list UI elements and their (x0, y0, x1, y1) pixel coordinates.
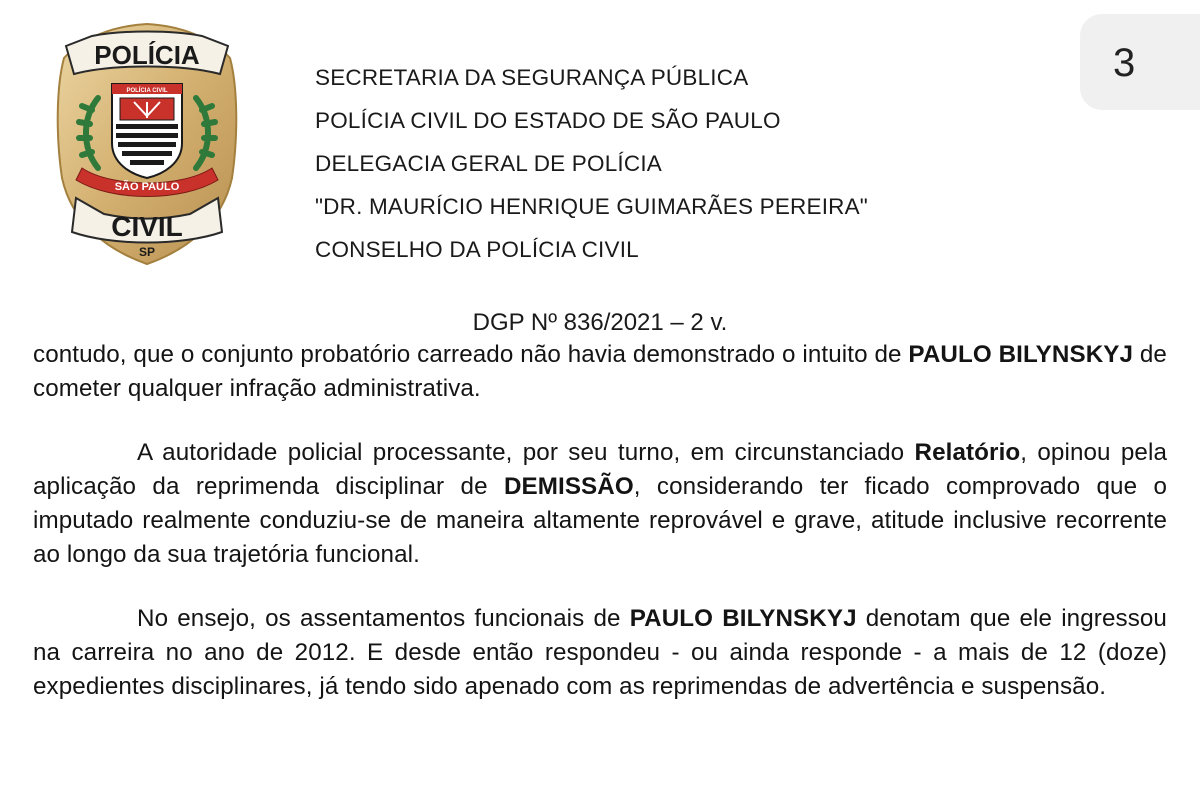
p2-text-a: A autoridade policial processante, por seu turno, em circunstanciado (137, 439, 915, 466)
badge-top-text: POLÍCIA (94, 40, 200, 70)
p2-demissao-bold: DEMISSÃO (503, 473, 634, 500)
header-line-policia-civil: POLÍCIA CIVIL DO ESTADO DE SÃO PAULO (315, 108, 781, 133)
paragraph-1 (33, 338, 1167, 406)
p2-text-c: , opinou pela aplicação da reprimenda disciplinar de (33, 439, 1168, 500)
badge-bottom-text: CIVIL (111, 211, 183, 242)
header-line-delegacia: DELEGACIA GERAL DE POLÍCIA (315, 151, 662, 176)
header-line-conselho: CONSELHO DA POLÍCIA CIVIL (315, 237, 639, 262)
p3-text-a: No ensejo, os assentamentos funcionais de (137, 605, 630, 632)
paragraph-2 (33, 436, 1167, 572)
page-number-tab (1080, 14, 1200, 110)
p2-text-e: , considerando ter ficado comprovado que o imputado realmente conduziu-se de maneira altamente reprovável e grave, atitude inclusive recorrente ao longo da sua trajetória funcional. (33, 473, 1168, 568)
header-line-dr-mauricio: "DR. MAURÍCIO HENRIQUE GUIMARÃES PEREIRA" (315, 194, 868, 219)
p3-name-bold: PAULO BILYNSKYJ (629, 605, 857, 632)
institution-header (315, 56, 1015, 271)
p1-name-bold: PAULO BILYNSKYJ (908, 341, 1134, 368)
p2-relatorio-bold: Relatório (914, 439, 1021, 466)
p1-text-a: contudo, que o conjunto probatório carreado não havia demonstrado o intuito de (33, 341, 909, 368)
p3-text-c: denotam que ele ingressou na carreira no ano de 2012. E desde então respondeu - ou ainda responde - a mais de 12 (doze) expedientes disciplinares, já tendo sido apenado com as reprimendas de advertência e suspensão. (33, 605, 1167, 700)
document-body (33, 338, 1167, 704)
badge-ribbon-text: SÃO PAULO (114, 181, 180, 193)
p1-text-c: de cometer qualquer infração administrativa. (33, 341, 1167, 402)
badge-state-text: SP (138, 245, 156, 259)
paragraph-3 (33, 602, 1167, 704)
badge-shield-text: POLÍCIA CIVIL (126, 88, 168, 94)
header-line-secretaria: SECRETARIA DA SEGURANÇA PÚBLICA (315, 65, 749, 90)
page-number: 3 (1113, 41, 1136, 85)
policia-civil-badge-logo (52, 18, 242, 268)
document-reference: DGP Nº 836/2021 – 2 v. (472, 309, 728, 336)
